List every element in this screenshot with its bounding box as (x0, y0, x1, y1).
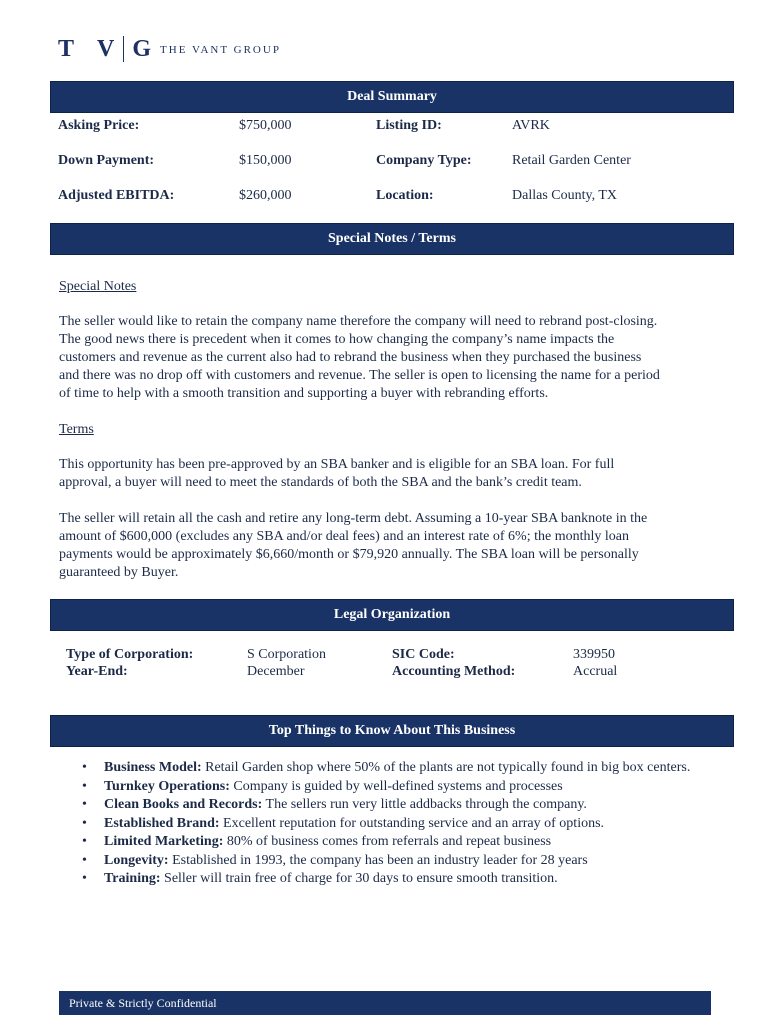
item-text: 80% of business comes from referrals and repeat business (223, 834, 552, 849)
asking-price-label: Asking Price: (58, 118, 140, 133)
location-label: Location: (376, 188, 434, 203)
item-text: Company is guided by well-defined systems and processes (229, 778, 563, 794)
adjusted-ebitda-value: $260,000 (239, 188, 292, 203)
item-text: Seller will train free of charge for 30 days to ensure smooth transition. (160, 871, 558, 886)
item-label: Limited Marketing: (104, 834, 224, 849)
special-notes-line: of time to help with a smooth transition and supporting a buyer with rebranding efforts. (59, 386, 549, 401)
special-notes-paragraph (59, 313, 729, 403)
asking-price-value: $750,000 (239, 118, 292, 133)
special-notes-terms-header: Special Notes / Terms (50, 223, 734, 255)
accounting-method-label: Accounting Method: (392, 664, 516, 679)
year-end-value: December (247, 664, 305, 679)
company-logo (58, 34, 281, 64)
footer-text: Private & Strictly Confidential (69, 995, 217, 1010)
terms-paragraph-2 (59, 510, 729, 582)
terms-line: This opportunity has been pre-approved by an SBA banker and is eligible for an SBA loan. For full (59, 457, 615, 472)
item-text: Excellent reputation for outstanding service and an array of options. (219, 815, 605, 831)
list-item (78, 796, 718, 815)
item-label: Training: (104, 871, 161, 886)
bullet-icon: • (82, 815, 87, 831)
sic-code-value: 339950 (573, 647, 615, 662)
special-notes-line: and there was no drop off with customers and revenue. The seller is open to licensing the name for a period (59, 368, 660, 383)
terms-line: payments would be approximately $6,660/month or $79,920 annually. The SBA loan will be personally (59, 547, 639, 562)
sic-code-label: SIC Code: (392, 647, 455, 662)
bullet-icon: • (82, 871, 87, 886)
list-item (78, 778, 718, 797)
top-things-header: Top Things to Know About This Business (50, 715, 734, 747)
logo-divider (123, 36, 124, 62)
adjusted-ebitda-label: Adjusted EBITDA: (58, 188, 175, 203)
legal-organization-header: Legal Organization (50, 599, 734, 631)
logo-company-name: THE VANT GROUP (160, 44, 281, 56)
special-notes-line: The seller would like to retain the company name therefore the company will need to rebrand post-closing. (59, 314, 658, 329)
list-item (78, 833, 718, 852)
item-text: Established in 1993, the company has been an industry leader for 28 years (168, 852, 588, 868)
list-item (78, 852, 718, 871)
list-item (78, 759, 718, 778)
terms-heading-text: Terms (59, 422, 94, 437)
item-label: Established Brand: (104, 815, 220, 831)
bullet-icon: • (82, 834, 87, 849)
item-text: Retail Garden shop where 50% of the plants are not typically found in big box centers. (201, 760, 691, 775)
terms-line: The seller will retain all the cash and retire any long-term debt. Assuming a 10-year SBA banknote in the (59, 511, 648, 526)
company-type-label: Company Type: (376, 153, 472, 168)
logo-letter-g: G (132, 35, 153, 62)
listing-id-value: AVRK (512, 118, 550, 133)
special-notes-line: customers and revenue as the current also had to rebrand the business when they purchased the business (59, 350, 642, 365)
bullet-icon: • (82, 797, 87, 812)
bullet-icon: • (82, 852, 87, 868)
logo-letter-t: T (58, 35, 76, 62)
down-payment-label: Down Payment: (58, 153, 155, 168)
special-notes-line: The good news there is precedent when it comes to how changing the company’s name impacts the (59, 332, 615, 347)
special-notes-heading-text: Special Notes (59, 279, 137, 294)
company-type-value: Retail Garden Center (512, 153, 631, 168)
terms-paragraph-1 (59, 456, 729, 492)
accounting-method-value: Accrual (573, 664, 618, 679)
item-text: The sellers run very little addbacks through the company. (262, 797, 587, 812)
special-notes-heading (59, 278, 729, 296)
top-things-list (78, 759, 718, 889)
item-label: Longevity: (104, 852, 169, 868)
list-item (78, 815, 718, 834)
corporation-type-value: S Corporation (247, 647, 326, 662)
terms-line: amount of $600,000 (excludes any SBA and/or deal fees) and an interest rate of 6%; the monthly loan (59, 529, 629, 544)
confidential-footer (59, 991, 711, 1015)
deal-summary-header: Deal Summary (50, 81, 734, 113)
logo-letter-v: V (97, 35, 116, 62)
location-value: Dallas County, TX (512, 188, 617, 203)
listing-id-label: Listing ID: (376, 118, 442, 133)
item-label: Turnkey Operations: (104, 778, 230, 794)
bullet-icon: • (82, 778, 87, 794)
item-label: Clean Books and Records: (104, 797, 263, 812)
corporation-type-label: Type of Corporation: (66, 647, 194, 662)
terms-line: approval, a buyer will need to meet the standards of both the SBA and the bank’s credit team. (59, 475, 582, 490)
item-label: Business Model: (104, 760, 202, 775)
bullet-icon: • (82, 760, 87, 775)
down-payment-value: $150,000 (239, 153, 292, 168)
year-end-label: Year-End: (66, 664, 128, 679)
terms-heading (59, 421, 729, 439)
list-item (78, 870, 718, 889)
terms-line: guaranteed by Buyer. (59, 565, 179, 580)
